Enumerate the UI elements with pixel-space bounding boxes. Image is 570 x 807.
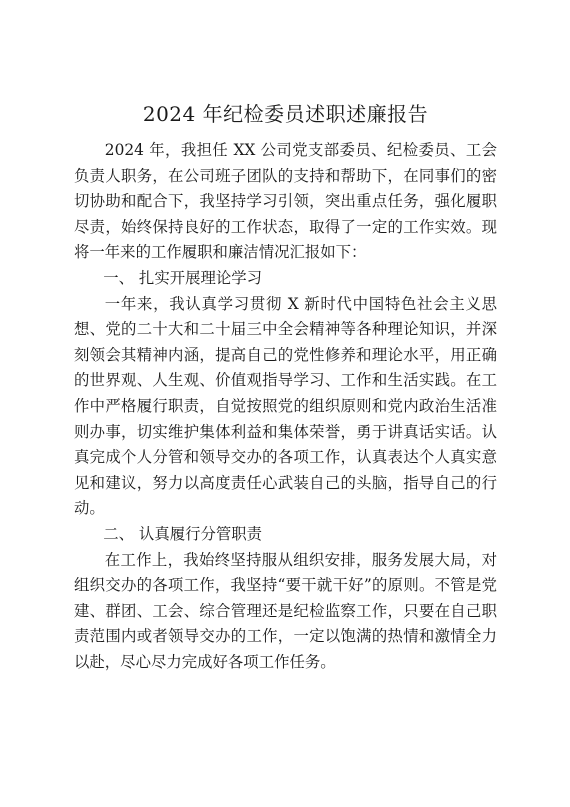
section-2-heading: 二、 认真履行分管职责 bbox=[103, 524, 263, 543]
document-page bbox=[74, 100, 497, 675]
intro-paragraph: 2024 年，我担任 XX 公司党支部委员、纪检委员、工会负责人职务，在公司班子团队的支持和帮助下，在同事们的密切协助和配合下，我坚持学习引领，突出重点任务，强化履职尽责，始终保持良好的工作状态，取得了一定的工作实效。现将一年来的工作履职和廉洁情况汇报如下： bbox=[74, 141, 497, 262]
section-1-body: 一年来，我认真学习贯彻 X 新时代中国特色社会主义思想、党的二十大和二十届三中全会精神等各种理论知识，并深刻领会其精神内涵，提高自己的党性修养和理论水平，用正确的世界观、人生观、价值观指导学习、工作和生活实践。在工作中严格履行职责，自觉按照党的组织原则和党内政治生活准则办事，切实维护集体利益和集体荣誉，勇于讲真话实话。认真完成个人分管和领导交办的各项工作，认真表达个人真实意见和建议，努力以高度责任心武装自己的头脑，指导自己的行动。 bbox=[74, 294, 497, 518]
section-1-heading: 一、 扎实开展理论学习 bbox=[103, 268, 263, 287]
section-2-body: 在工作上，我始终坚持服从组织安排，服务发展大局，对组织交办的各项工作，我坚持“要干就干好”的原则。不管是党建、群团、工会、综合管理还是纪检监察工作，只要在自己职责范围内或者领导交办的工作，一定以饱满的热情和激情全力以赴，尽心尽力完成好各项工作任务。 bbox=[74, 550, 497, 671]
document-title: 2024 年纪检委员述职述廉报告 bbox=[142, 102, 429, 126]
